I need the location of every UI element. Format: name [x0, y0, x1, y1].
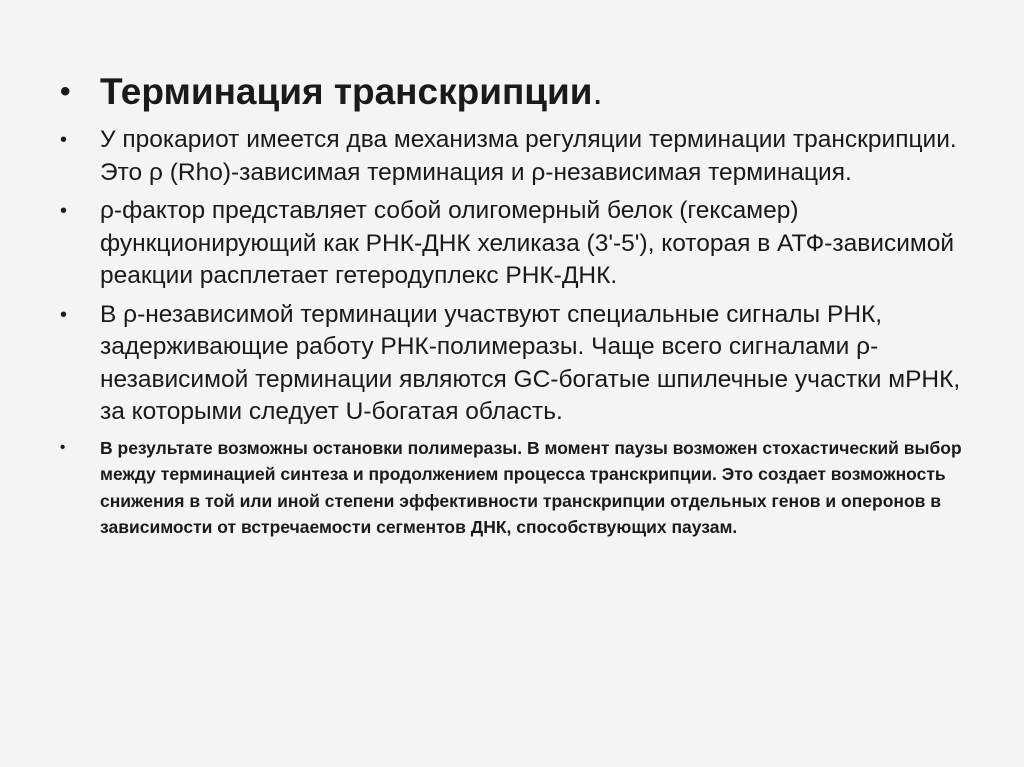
bullet-list [50, 70, 970, 541]
paragraph-text: У прокариот имеется два механизма регуляции терминации транскрипции. Это ρ (Rho)-зависимая терминация и ρ-независимая терминация. [100, 126, 957, 186]
paragraph-mechanisms [50, 124, 970, 189]
bullet-dot: • [60, 200, 68, 222]
title-period: . [592, 71, 603, 112]
paragraph-text: В результате возможны остановки полимеразы. В момент паузы возможен стохастический выбор между терминацией синтеза и продолжением процесса транскрипции. Это создает возможность снижения в той или иной степени эффективности транскрипции отдельных генов и оперонов в зависимости от встречаемости сегментов ДНК, способствующих паузам. [100, 437, 962, 537]
bullet-dot: • [60, 438, 66, 456]
paragraph-rho-independent [50, 299, 970, 429]
bullet-dot: • [60, 129, 68, 151]
bullet-dot: • [60, 303, 68, 326]
slide-title [50, 70, 970, 114]
paragraph-rho-factor [50, 195, 970, 293]
paragraph-pauses [50, 435, 970, 541]
title-text: Терминация транскрипции [100, 71, 593, 112]
paragraph-text: В ρ-независимой терминации участвуют специальные сигналы РНК, задерживающие работу РНК-полимеразы. Чаще всего сигналами ρ-независимой терминации являются GC-богатые шпилечные участки мРНК, за которыми следует U-богатая область. [100, 300, 961, 425]
paragraph-text: ρ-фактор представляет собой олигомерный белок (гексамер) функционирующий как РНК-ДНК хеликаза (3'-5'), которая в АТФ-зависимой реакции расплетает гетеродуплекс РНК-ДНК. [100, 197, 955, 289]
bullet-dot: • [60, 75, 71, 108]
